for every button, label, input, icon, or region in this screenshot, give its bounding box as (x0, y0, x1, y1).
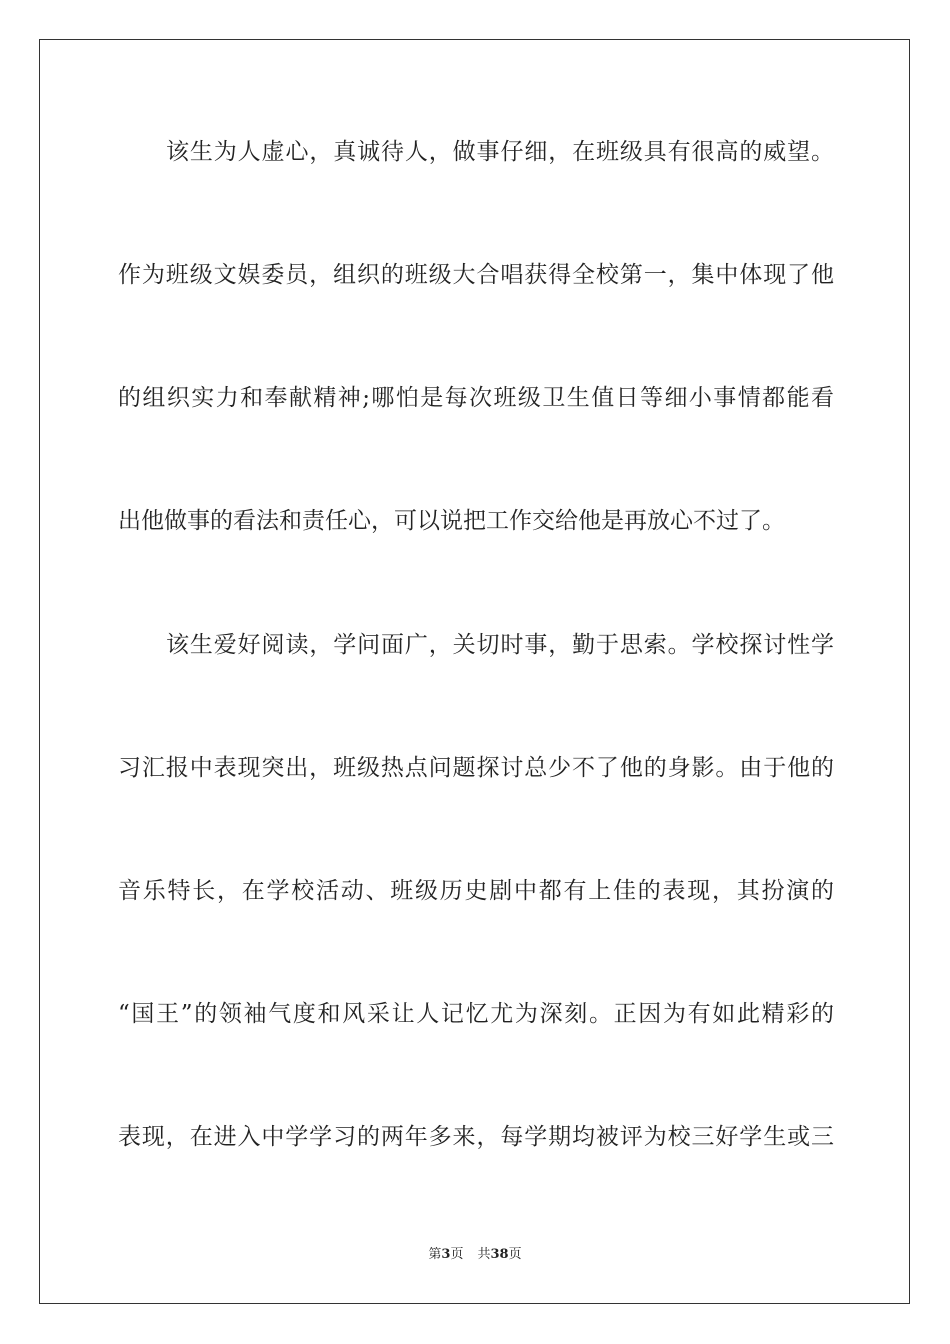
paragraph-line: 的组织实力和奉献精神;哪怕是每次班级卫生值日等细小事情都能看 (118, 385, 834, 411)
total-pages: 38 (490, 1247, 509, 1262)
paragraph-line: 该生为人虚心，真诚待人，做事仔细，在班级具有很高的威望。 (166, 139, 834, 165)
paragraph-line: 习汇报中表现突出，班级热点问题探讨总少不了他的身影。由于他的 (118, 755, 834, 781)
paragraph-line: 出他做事的看法和责任心，可以说把工作交给他是再放心不过了。 (118, 508, 785, 534)
page-prefix: 第 (428, 1247, 442, 1262)
page-border (39, 39, 910, 1304)
paragraph-line: 作为班级文娱委员，组织的班级大合唱获得全校第一，集中体现了他 (118, 262, 834, 288)
paragraph-line: 音乐特长，在学校活动、班级历史剧中都有上佳的表现，其扮演的 (118, 878, 834, 904)
total-suffix: 页 (508, 1247, 522, 1262)
paragraph-line: 表现，在进入中学学习的两年多来，每学期均被评为校三好学生或三 (118, 1124, 834, 1150)
page-suffix: 页 (450, 1247, 464, 1262)
page-footer (0, 1246, 950, 1264)
total-prefix: 共 (477, 1247, 491, 1262)
paragraph-line: “国王”的领袖气度和风采让人记忆尤为深刻。正因为有如此精彩的 (118, 1001, 834, 1027)
paragraph-line: 该生爱好阅读，学问面广，关切时事，勤于思索。学校探讨性学 (166, 632, 834, 658)
page-number: 3 (441, 1247, 451, 1262)
